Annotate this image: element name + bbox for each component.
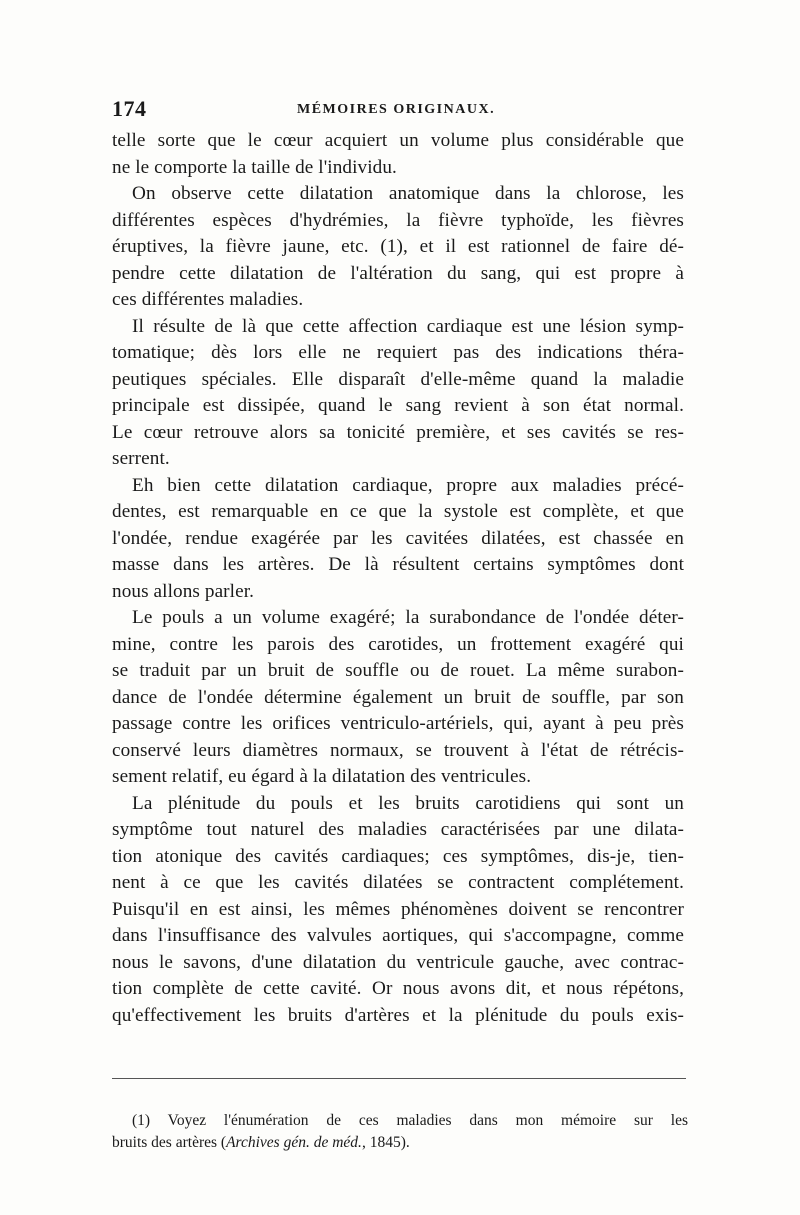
paragraph-start: Il résulte de là que cette affection cardiaque est une lésion symp- (132, 315, 684, 337)
text-line: dans l'insuffisance des valvules aortiques, qui s'accompagne, comme (112, 925, 684, 946)
text-line: passage contre les orifices ventriculo-artériels, qui, ayant à peu près (112, 713, 684, 734)
text-line: telle sorte que le cœur acquiert un volume plus considérable que (112, 130, 684, 151)
paragraph-start: La plénitude du pouls et les bruits carotidiens qui sont un (132, 792, 684, 814)
text-line: mine, contre les parois des carotides, un frottement exagéré qui (112, 633, 684, 655)
text-line: principale est dissipée, quand le sang revient à son état normal. (112, 395, 684, 416)
footnote-citation: Archives gén. de méd. (226, 1134, 362, 1151)
text-line: conservé leurs diamètres normaux, se trouvent à l'état de rétrécis- (112, 739, 684, 761)
text-line: ne le comporte la taille de l'individu. (112, 156, 397, 178)
footnote-text: bruits des artères ( (112, 1134, 227, 1151)
footnote-line: (1) Voyez l'énumération de ces maladies dans mon mémoire sur les (132, 1112, 688, 1129)
paragraph-start: On observe cette dilatation anatomique dans la chlorose, les (132, 183, 684, 204)
text-line: qu'effectivement les bruits d'artères et la plénitude du pouls exis- (112, 1004, 684, 1026)
text-line: nous allons parler. (112, 580, 255, 602)
text-line: tomatique; dès lors elle ne requiert pas des indications théra- (112, 342, 684, 363)
text-line: se traduit par un bruit de souffle ou de rouet. La même surabon- (112, 660, 684, 681)
running-head: MÉMOIRES ORIGINAUX. (297, 102, 496, 117)
footnote (112, 1110, 688, 1154)
text-line: serrent. (112, 448, 170, 469)
page-number: 174 (112, 96, 147, 121)
footnote-text: , 1845). (361, 1134, 410, 1151)
text-line: tion complète de cette cavité. Or nous avons dit, et nous répétons, (112, 978, 684, 999)
text-line: dance de l'ondée détermine également un bruit de souffle, par son (112, 686, 684, 708)
footnote-separator (112, 1078, 686, 1079)
page-header (112, 96, 688, 126)
text-line: peutiques spéciales. Elle disparaît d'elle-même quand la maladie (112, 368, 684, 390)
text-line: symptôme tout naturel des maladies caractérisées par une dilata- (112, 819, 684, 840)
body-text (112, 128, 684, 1029)
paragraph-start: Eh bien cette dilatation cardiaque, propre aux maladies précé- (132, 474, 684, 496)
text-line: nous le savons, d'une dilatation du ventricule gauche, avec contrac- (112, 951, 684, 973)
text-line: pendre cette dilatation de l'altération du sang, qui est propre à (112, 262, 684, 284)
text-line: éruptives, la fièvre jaune, etc. (1), et il est rationnel de faire dé- (112, 236, 684, 257)
footnote-line (112, 1132, 688, 1154)
paragraph-start: Le pouls a un volume exagéré; la surabondance de l'ondée déter- (132, 607, 684, 628)
text-line: dentes, est remarquable en ce que la systole est complète, et que (112, 501, 684, 522)
text-line: ces différentes maladies. (112, 289, 304, 310)
text-line: tion atonique des cavités cardiaques; ces symptômes, dis-je, tien- (112, 845, 684, 867)
text-line: masse dans les artères. De là résultent certains symptômes dont (112, 554, 684, 575)
text-line: l'ondée, rendue exagérée par les cavitées dilatées, est chassée en (112, 527, 684, 549)
text-line: nent à ce que les cavités dilatées se contractent complétement. (112, 872, 684, 893)
text-line: sement relatif, eu égard à la dilatation des ventricules. (112, 766, 532, 787)
text-line: Puisqu'il en est ainsi, les mêmes phénomènes doivent se rencontrer (112, 898, 684, 920)
text-line: Le cœur retrouve alors sa tonicité première, et ses cavités se res- (112, 421, 684, 443)
text-line: différentes espèces d'hydrémies, la fièvre typhoïde, les fièvres (112, 209, 684, 231)
